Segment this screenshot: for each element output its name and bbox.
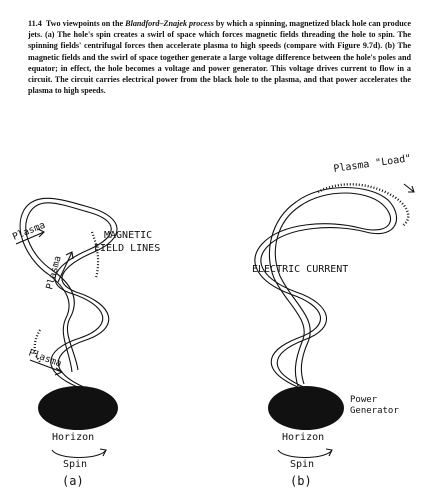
caption-title-pre: Two viewpoints on the [45, 19, 126, 28]
label-spin-b: Spin [290, 459, 315, 470]
label-panel-a: (a) [62, 474, 84, 488]
plasma-load-stipple [318, 184, 408, 226]
label-spin-a: Spin [63, 459, 88, 470]
label-field-lines: FIELD LINES [94, 243, 161, 254]
label-plasma-load: Plasma "Load" [332, 153, 412, 175]
label-plasma-mid: Plasma [44, 254, 64, 291]
caption-body: (a) The hole's spin creates a swirl of space which forces magnetic fields threading the hole to spin. The spinning fields' centrifugal forces then accelerate plasma to high speeds (compare with Figure 9.7d). (b) The magnetic fields and the swirl of space together generate a large voltage difference between the hole's poles and equator; in effect, the hole becomes a voltage and power generator. This voltage drives current to flow in a circuit. The circuit carries electrical power from the black hole to the plasma, and that power accelerates the plasma to high speeds. [28, 30, 411, 96]
label-horizon-a: Horizon [52, 432, 95, 443]
label-electric-current: ELECTRIC CURRENT [252, 264, 349, 275]
current-ribbon-b [255, 193, 391, 388]
spin-arrow-a [52, 450, 106, 458]
caption-title-post: by which a spinning, magnetized black hole can produce jets. [28, 19, 411, 40]
label-magnetic: MAGNETIC [104, 230, 153, 241]
label-horizon-b: Horizon [282, 432, 325, 443]
label-power: Power [350, 395, 378, 405]
black-hole-b [268, 386, 344, 430]
label-plasma-low: Plasma [26, 347, 63, 370]
label-panel-b: (b) [290, 474, 312, 488]
label-generator: Generator [350, 406, 399, 416]
current-ribbon-b-inner [261, 188, 397, 389]
black-hole-a [38, 386, 118, 430]
figure-number: 11.4 [28, 19, 42, 28]
spin-arrow-b [278, 450, 332, 458]
label-plasma-top: Plasma [11, 219, 47, 243]
panel-b-labels [252, 153, 412, 488]
caption-title-emphasis: Blandford–Znajek process [125, 19, 214, 28]
plasma-streak-a-1 [92, 232, 98, 278]
